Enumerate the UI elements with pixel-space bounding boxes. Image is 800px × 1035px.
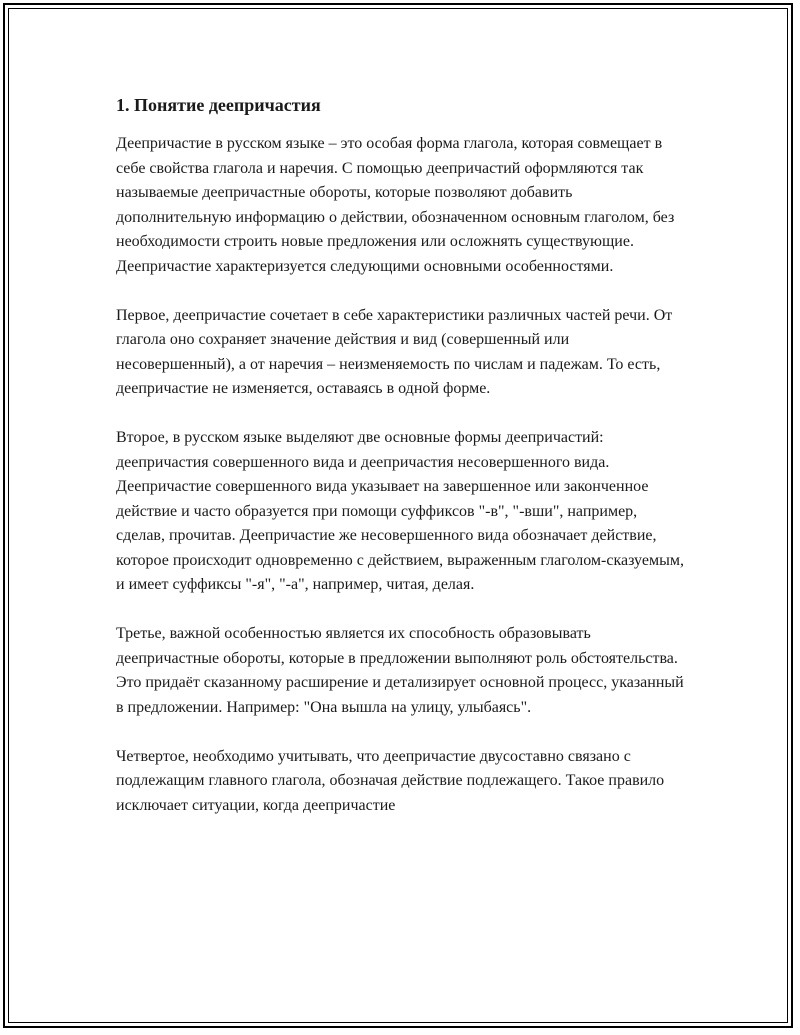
paragraph-second-feature: Второе, в русском языке выделяют две основные формы деепричастий: деепричастия совершенного вида и деепричастия несовершенного вида. Деепричастие совершенного вида указывает на завершенное или законченное действие и часто образуется при помощи суффиксов "-в", "-вши", например, сделав, прочитав. Деепричастие же несовершенного вида обозначает действие, которое происходит одновременно с действием, выраженным глаголом-сказуемым, и имеет суффиксы "-я", "-а", например, читая, делая. — [116, 429, 684, 593]
paragraph-intro: Деепричастие в русском языке – это особая форма глагола, которая совмещает в себе свойства глагола и наречия. С помощью деепричастий оформляются так называемые деепричастные обороты, которые позволяют добавить дополнительную информацию о действии, обозначенном основным глаголом, без необходимости строить новые предложения или осложнять существующие. Деепричастие характеризуется следующими основными особенностями. — [116, 135, 675, 275]
section-heading: 1. Понятие деепричастия — [116, 95, 321, 115]
paragraph-fourth-feature: Четвертое, необходимо учитывать, что деепричастие двусоставно связано с подлежащим главного глагола, обозначая действие подлежащего. Такое правило исключает ситуации, когда деепричастие — [116, 747, 665, 814]
document-body — [116, 93, 686, 843]
paragraph-third-feature: Третье, важной особенностью является их способность образовывать деепричастные обороты, которые в предложении выполняют роль обстоятельства. Это придаёт сказанному расширение и детализирует основной процесс, указанный в предложении. Например: "Она вышла на улицу, улыбаясь". — [116, 625, 684, 716]
paragraph-first-feature: Первое, деепричастие сочетает в себе характеристики различных частей речи. От глагола оно сохраняет значение действия и вид (совершенный или несовершенный), а от наречия – неизменяемость по числам и падежам. То есть, деепричастие не изменяется, оставаясь в одной форме. — [116, 306, 673, 397]
